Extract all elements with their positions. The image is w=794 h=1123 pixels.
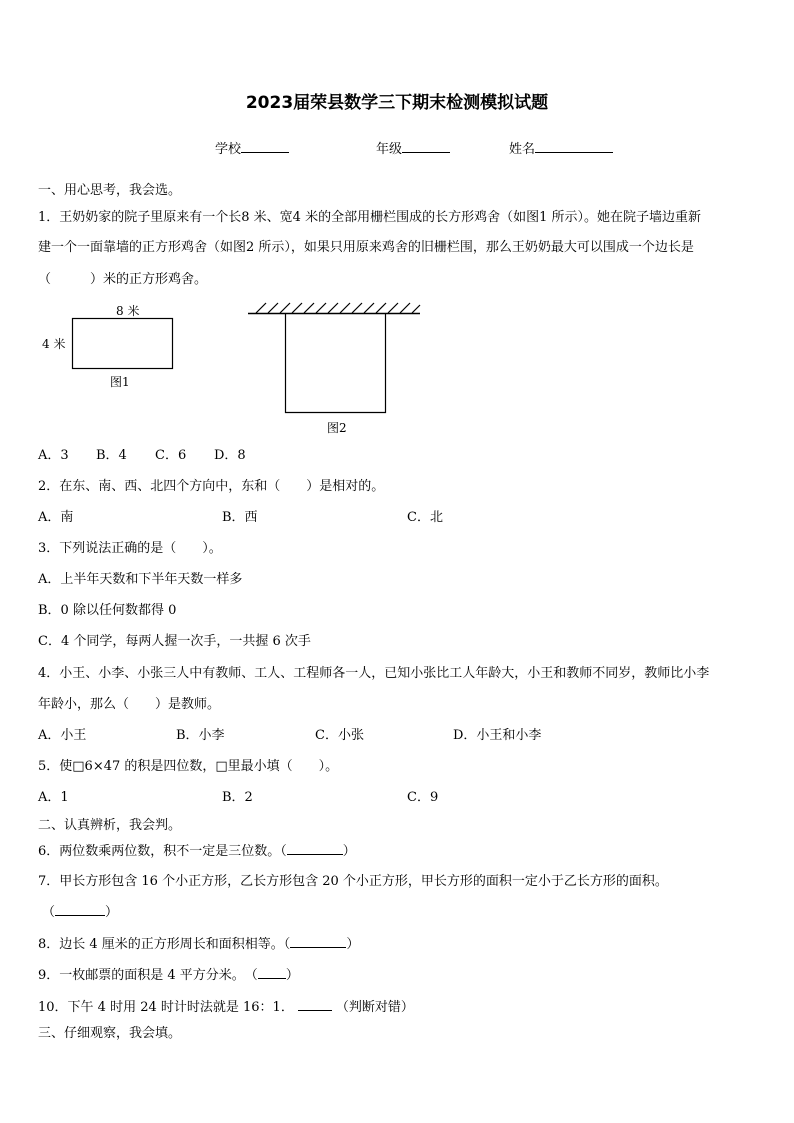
q7-open-paren: （ xyxy=(42,905,56,920)
q8-line xyxy=(38,936,359,953)
section2-heading: 二、认真辨析，我会判。 xyxy=(38,818,182,833)
q1-line1: 1．王奶奶家的院子里原来有一个长8 米、宽4 米的全部用栅栏围成的长方形鸡舍（如图1 所示）。她在院子墙边重新 xyxy=(38,210,701,225)
school-label: 学校 xyxy=(215,142,242,157)
q10-text: 10．下午 4 时用 24 时计时法就是 16：1． xyxy=(38,1000,294,1015)
q10-suffix: （判断对错） xyxy=(335,1000,414,1015)
grade-label: 年级 xyxy=(376,142,403,157)
q8-answer-blank[interactable] xyxy=(290,936,346,948)
q1-line2: 建一个一面靠墙的正方形鸡舍（如图2 所示），如果只用原来鸡舍的旧栅栏围，那么王奶奶最大可以围成一个边长是 xyxy=(38,240,694,255)
q9-line xyxy=(38,967,299,984)
q2-option-b[interactable]: B．西 xyxy=(222,510,258,525)
q9-text: 9．一枚邮票的面积是 4 平方分米。 （ xyxy=(38,968,258,983)
section1-heading: 一、用心思考，我会选。 xyxy=(38,183,182,198)
q5-option-c[interactable]: C．9 xyxy=(407,790,439,805)
q9-close-paren: ） xyxy=(285,968,299,983)
q2-text: 2．在东、南、西、北四个方向中，东和（ ）是相对的。 xyxy=(38,479,385,494)
q4-option-b[interactable]: B．小李 xyxy=(176,728,225,743)
fig2-caption: 图2 xyxy=(327,421,347,435)
fig1-width-label: 4 米 xyxy=(42,337,66,351)
q6-answer-blank[interactable] xyxy=(287,843,343,855)
fig1-caption: 图1 xyxy=(110,375,130,389)
q3-text: 3．下列说法正确的是（ ）。 xyxy=(38,541,222,556)
section3-heading: 三、仔细观察，我会填。 xyxy=(38,1026,182,1041)
q9-answer-blank[interactable] xyxy=(258,967,286,979)
name-label: 姓名 xyxy=(509,142,536,157)
q5-option-b[interactable]: B．2 xyxy=(222,790,253,805)
q5-text: 5．使□6×47 的积是四位数，□里最小填（ ）。 xyxy=(38,759,339,774)
q1-option-d[interactable]: D．8 xyxy=(214,448,246,463)
q3-option-c[interactable]: C．4 个同学，每两人握一次手，一共握 6 次手 xyxy=(38,634,311,649)
q4-line2: 年龄小，那么（ ）是教师。 xyxy=(38,697,221,712)
q7-answer xyxy=(42,904,118,921)
q10-answer-blank[interactable] xyxy=(298,999,332,1011)
q3-option-a[interactable]: A．上半年天数和下半年天数一样多 xyxy=(38,572,243,587)
q1-option-c[interactable]: C．6 xyxy=(155,448,187,463)
page-title: 2023届荣县数学三下期末检测模拟试题 xyxy=(245,93,549,113)
q6-close-paren: ） xyxy=(342,844,356,859)
q4-line1: 4．小王、小李、小张三人中有教师、工人、工程师各一人，已知小张比工人年龄大，小王和教师不同岁，教师比小李 xyxy=(38,666,710,681)
q4-option-d[interactable]: D．小王和小李 xyxy=(453,728,542,743)
q7-close-paren: ） xyxy=(105,905,119,920)
fig1-length-label: 8 米 xyxy=(116,304,140,318)
q1-option-a[interactable]: A．3 xyxy=(38,448,69,463)
q4-option-c[interactable]: C．小张 xyxy=(315,728,364,743)
q1-line3: （ ）米的正方形鸡舍。 xyxy=(38,272,208,287)
q8-text: 8．边长 4 厘米的正方形周长和面积相等。（ xyxy=(38,937,291,952)
q7-text: 7．甲长方形包含 16 个小正方形，乙长方形包含 20 个小正方形，甲长方形的面积一定小于乙长方形的面积。 xyxy=(38,874,668,889)
q4-option-a[interactable]: A．小王 xyxy=(38,728,87,743)
q10-line xyxy=(38,999,414,1016)
q1-option-b[interactable]: B．4 xyxy=(96,448,127,463)
q6-line xyxy=(38,843,356,860)
q7-answer-blank[interactable] xyxy=(55,904,105,916)
q5-option-a[interactable]: A．1 xyxy=(38,790,69,805)
q6-text: 6．两位数乘两位数，积不一定是三位数。（ xyxy=(38,844,287,859)
q3-option-b[interactable]: B．0 除以任何数都得 0 xyxy=(38,603,177,618)
q2-option-a[interactable]: A．南 xyxy=(38,510,74,525)
q8-close-paren: ） xyxy=(346,937,360,952)
q2-option-c[interactable]: C．北 xyxy=(407,510,443,525)
